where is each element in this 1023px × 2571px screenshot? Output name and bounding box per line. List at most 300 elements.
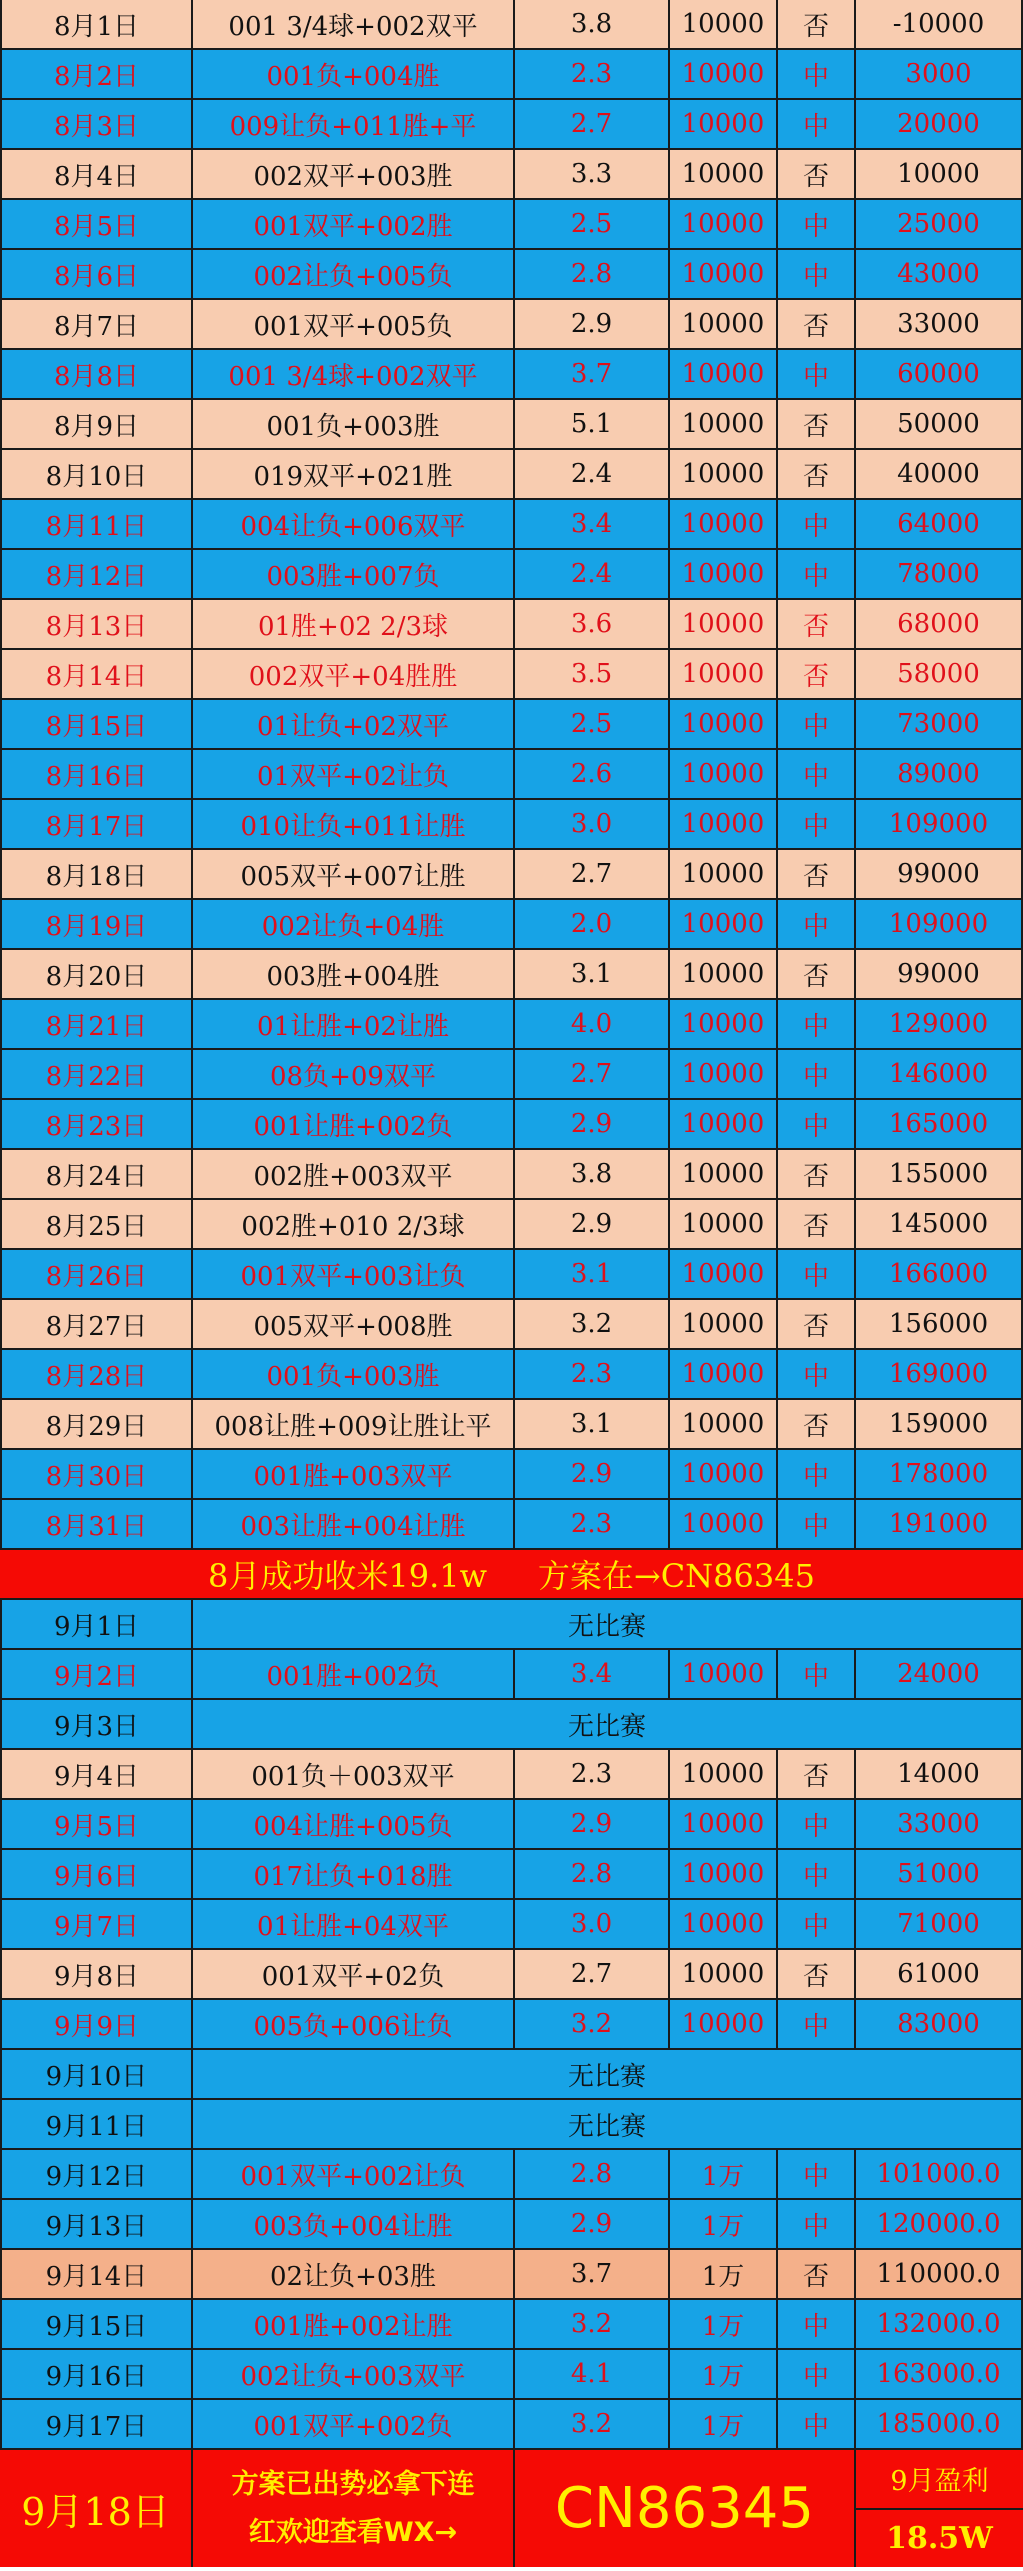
total-cell: 14000 xyxy=(856,1750,1023,1800)
stake-cell: 1万 xyxy=(670,2350,778,2400)
combo-cell: 001双平+003让负 xyxy=(193,1250,515,1300)
date-cell: 8月5日 xyxy=(0,200,193,250)
result-cell: 否 xyxy=(778,1950,856,2000)
stake-cell: 10000 xyxy=(670,250,778,300)
odds-cell: 2.9 xyxy=(515,1450,670,1500)
combo-cell: 01让胜+02让胜 xyxy=(193,1000,515,1050)
total-cell: 163000.0 xyxy=(856,2350,1023,2400)
total-cell: 61000 xyxy=(856,1950,1023,2000)
stake-cell: 10000 xyxy=(670,800,778,850)
result-cell: 中 xyxy=(778,1350,856,1400)
date-cell: 8月4日 xyxy=(0,150,193,200)
stake-cell: 10000 xyxy=(670,1150,778,1200)
table-row xyxy=(0,1750,1023,1800)
date-cell: 8月8日 xyxy=(0,350,193,400)
result-cell: 中 xyxy=(778,1800,856,1850)
stake-cell: 10000 xyxy=(670,1900,778,1950)
date-cell: 8月26日 xyxy=(0,1250,193,1300)
odds-cell: 2.7 xyxy=(515,100,670,150)
odds-cell: 2.7 xyxy=(515,1050,670,1100)
date-cell: 8月2日 xyxy=(0,50,193,100)
stake-cell: 10000 xyxy=(670,1800,778,1850)
result-cell: 否 xyxy=(778,150,856,200)
stake-cell: 10000 xyxy=(670,400,778,450)
total-cell: 71000 xyxy=(856,1900,1023,1950)
result-cell: 中 xyxy=(778,700,856,750)
combo-cell: 001双平+02负 xyxy=(193,1950,515,2000)
combo-cell: 001双平+005负 xyxy=(193,300,515,350)
combo-cell: 003胜+007负 xyxy=(193,550,515,600)
result-cell: 否 xyxy=(778,1750,856,1800)
date-cell: 8月9日 xyxy=(0,400,193,450)
combo-cell: 01胜+02 2/3球 xyxy=(193,600,515,650)
result-cell: 中 xyxy=(778,1500,856,1550)
stake-cell: 10000 xyxy=(670,0,778,50)
table-row xyxy=(0,0,1023,50)
total-cell: 50000 xyxy=(856,400,1023,450)
date-cell: 8月30日 xyxy=(0,1450,193,1500)
table-row xyxy=(0,950,1023,1000)
result-cell: 中 xyxy=(778,2150,856,2200)
odds-cell: 2.9 xyxy=(515,2200,670,2250)
combo-cell: 002让负+003双平 xyxy=(193,2350,515,2400)
result-cell: 中 xyxy=(778,1100,856,1150)
date-cell: 9月9日 xyxy=(0,2000,193,2050)
combo-cell: 001双平+002负 xyxy=(193,2400,515,2450)
odds-cell: 2.3 xyxy=(515,1750,670,1800)
total-cell: 60000 xyxy=(856,350,1023,400)
table-row xyxy=(0,350,1023,400)
result-cell: 否 xyxy=(778,850,856,900)
no-match-cell: 无比赛 xyxy=(193,2100,1023,2150)
table-row xyxy=(0,1150,1023,1200)
combo-cell: 001 3/4球+002双平 xyxy=(193,0,515,50)
combo-cell: 005负+006让负 xyxy=(193,2000,515,2050)
result-cell: 中 xyxy=(778,2000,856,2050)
date-cell: 8月18日 xyxy=(0,850,193,900)
table-row xyxy=(0,1800,1023,1850)
date-cell: 8月12日 xyxy=(0,550,193,600)
combo-cell: 005双平+007让胜 xyxy=(193,850,515,900)
footer-profit xyxy=(856,2450,1023,2567)
odds-cell: 3.8 xyxy=(515,0,670,50)
date-cell: 9月14日 xyxy=(0,2250,193,2300)
total-cell: 25000 xyxy=(856,200,1023,250)
table-row xyxy=(0,1900,1023,1950)
combo-cell: 001双平+002让负 xyxy=(193,2150,515,2200)
combo-cell: 009让负+011胜+平 xyxy=(193,100,515,150)
total-cell: 185000.0 xyxy=(856,2400,1023,2450)
combo-cell: 010让负+011让胜 xyxy=(193,800,515,850)
stake-cell: 10000 xyxy=(670,1950,778,2000)
total-cell: 73000 xyxy=(856,700,1023,750)
stake-cell: 10000 xyxy=(670,450,778,500)
odds-cell: 2.8 xyxy=(515,2150,670,2200)
september-rows xyxy=(0,1600,1023,2450)
stake-cell: 10000 xyxy=(670,750,778,800)
date-cell: 8月1日 xyxy=(0,0,193,50)
odds-cell: 3.7 xyxy=(515,2250,670,2300)
result-cell: 否 xyxy=(778,2250,856,2300)
stake-cell: 10000 xyxy=(670,950,778,1000)
no-match-cell: 无比赛 xyxy=(193,1600,1023,1650)
odds-cell: 3.0 xyxy=(515,1900,670,1950)
combo-cell: 008让胜+009让胜让平 xyxy=(193,1400,515,1450)
date-cell: 8月29日 xyxy=(0,1400,193,1450)
result-cell: 中 xyxy=(778,1000,856,1050)
total-cell: 191000 xyxy=(856,1500,1023,1550)
total-cell: 146000 xyxy=(856,1050,1023,1100)
stake-cell: 10000 xyxy=(670,1300,778,1350)
date-cell: 9月2日 xyxy=(0,1650,193,1700)
table-row xyxy=(0,1650,1023,1700)
table-row xyxy=(0,1300,1023,1350)
combo-cell: 001负＋003双平 xyxy=(193,1750,515,1800)
table-row xyxy=(0,750,1023,800)
combo-cell: 002胜+003双平 xyxy=(193,1150,515,1200)
result-cell: 中 xyxy=(778,500,856,550)
table-row xyxy=(0,300,1023,350)
stake-cell: 10000 xyxy=(670,350,778,400)
combo-cell: 01让负+02双平 xyxy=(193,700,515,750)
result-cell: 否 xyxy=(778,1200,856,1250)
stake-cell: 10000 xyxy=(670,50,778,100)
date-cell: 8月31日 xyxy=(0,1500,193,1550)
odds-cell: 2.3 xyxy=(515,1500,670,1550)
result-cell: 否 xyxy=(778,0,856,50)
total-cell: 20000 xyxy=(856,100,1023,150)
date-cell: 9月17日 xyxy=(0,2400,193,2450)
table-row xyxy=(0,1250,1023,1300)
result-cell: 否 xyxy=(778,400,856,450)
date-cell: 8月23日 xyxy=(0,1100,193,1150)
date-cell: 8月27日 xyxy=(0,1300,193,1350)
date-cell: 8月6日 xyxy=(0,250,193,300)
footer-slogan-line-1: 方案已出势必拿下连 xyxy=(231,2468,475,2500)
stake-cell: 10000 xyxy=(670,1450,778,1500)
odds-cell: 2.0 xyxy=(515,900,670,950)
total-cell: 132000.0 xyxy=(856,2300,1023,2350)
combo-cell: 003胜+004胜 xyxy=(193,950,515,1000)
date-cell: 8月22日 xyxy=(0,1050,193,1100)
result-cell: 中 xyxy=(778,1900,856,1950)
odds-cell: 3.1 xyxy=(515,950,670,1000)
total-cell: 68000 xyxy=(856,600,1023,650)
combo-cell: 019双平+021胜 xyxy=(193,450,515,500)
total-cell: 40000 xyxy=(856,450,1023,500)
result-cell: 否 xyxy=(778,1150,856,1200)
stake-cell: 10000 xyxy=(670,1050,778,1100)
date-cell: 9月4日 xyxy=(0,1750,193,1800)
result-cell: 否 xyxy=(778,300,856,350)
combo-cell: 001负+004胜 xyxy=(193,50,515,100)
date-cell: 8月16日 xyxy=(0,750,193,800)
total-cell: 155000 xyxy=(856,1150,1023,1200)
odds-cell: 3.6 xyxy=(515,600,670,650)
total-cell: 99000 xyxy=(856,850,1023,900)
table-row xyxy=(0,2200,1023,2250)
table-row xyxy=(0,200,1023,250)
stake-cell: 10000 xyxy=(670,900,778,950)
date-cell: 8月14日 xyxy=(0,650,193,700)
table-row xyxy=(0,1700,1023,1750)
date-cell: 8月21日 xyxy=(0,1000,193,1050)
odds-cell: 3.2 xyxy=(515,1300,670,1350)
odds-cell: 3.1 xyxy=(515,1400,670,1450)
total-cell: -10000 xyxy=(856,0,1023,50)
table-row xyxy=(0,1600,1023,1650)
total-cell: 109000 xyxy=(856,800,1023,850)
date-cell: 9月16日 xyxy=(0,2350,193,2400)
date-cell: 8月3日 xyxy=(0,100,193,150)
result-cell: 否 xyxy=(778,1400,856,1450)
total-cell: 43000 xyxy=(856,250,1023,300)
combo-cell: 002胜+010 2/3球 xyxy=(193,1200,515,1250)
table-row xyxy=(0,1350,1023,1400)
table-row xyxy=(0,2400,1023,2450)
date-cell: 9月11日 xyxy=(0,2100,193,2150)
total-cell: 24000 xyxy=(856,1650,1023,1700)
result-cell: 中 xyxy=(778,1850,856,1900)
stake-cell: 10000 xyxy=(670,550,778,600)
stake-cell: 10000 xyxy=(670,1400,778,1450)
combo-cell: 002让负+005负 xyxy=(193,250,515,300)
stake-cell: 10000 xyxy=(670,650,778,700)
result-cell: 中 xyxy=(778,900,856,950)
table-row xyxy=(0,1050,1023,1100)
odds-cell: 2.9 xyxy=(515,1200,670,1250)
date-cell: 9月6日 xyxy=(0,1850,193,1900)
combo-cell: 005双平+008胜 xyxy=(193,1300,515,1350)
stake-cell: 10000 xyxy=(670,1200,778,1250)
total-cell: 101000.0 xyxy=(856,2150,1023,2200)
stake-cell: 1万 xyxy=(670,2150,778,2200)
table-row xyxy=(0,2300,1023,2350)
stake-cell: 10000 xyxy=(670,500,778,550)
odds-cell: 2.9 xyxy=(515,1100,670,1150)
stake-cell: 10000 xyxy=(670,2000,778,2050)
table-row xyxy=(0,1400,1023,1450)
footer-date: 9月18日 xyxy=(0,2450,193,2567)
odds-cell: 2.7 xyxy=(515,1950,670,2000)
footer-slogan xyxy=(193,2450,515,2567)
date-cell: 9月5日 xyxy=(0,1800,193,1850)
stake-cell: 10000 xyxy=(670,100,778,150)
total-cell: 169000 xyxy=(856,1350,1023,1400)
date-cell: 8月19日 xyxy=(0,900,193,950)
odds-cell: 3.2 xyxy=(515,2300,670,2350)
result-cell: 否 xyxy=(778,650,856,700)
combo-cell: 003让胜+004让胜 xyxy=(193,1500,515,1550)
total-cell: 109000 xyxy=(856,900,1023,950)
table-row xyxy=(0,1100,1023,1150)
total-cell: 64000 xyxy=(856,500,1023,550)
footer-profit-label: 9月盈利 xyxy=(856,2450,1023,2510)
combo-cell: 002让负+04胜 xyxy=(193,900,515,950)
table-row xyxy=(0,2250,1023,2300)
stake-cell: 10000 xyxy=(670,1350,778,1400)
combo-cell: 017让负+018胜 xyxy=(193,1850,515,1900)
date-cell: 9月12日 xyxy=(0,2150,193,2200)
result-cell: 中 xyxy=(778,2350,856,2400)
total-cell: 159000 xyxy=(856,1400,1023,1450)
result-cell: 中 xyxy=(778,100,856,150)
table-row xyxy=(0,650,1023,700)
total-cell: 3000 xyxy=(856,50,1023,100)
total-cell: 78000 xyxy=(856,550,1023,600)
odds-cell: 2.8 xyxy=(515,250,670,300)
odds-cell: 3.8 xyxy=(515,1150,670,1200)
stake-cell: 10000 xyxy=(670,1650,778,1700)
result-cell: 中 xyxy=(778,200,856,250)
date-cell: 8月7日 xyxy=(0,300,193,350)
total-cell: 178000 xyxy=(856,1450,1023,1500)
stake-cell: 1万 xyxy=(670,2200,778,2250)
odds-cell: 5.1 xyxy=(515,400,670,450)
combo-cell: 001胜+003双平 xyxy=(193,1450,515,1500)
stake-cell: 10000 xyxy=(670,1500,778,1550)
result-cell: 中 xyxy=(778,1650,856,1700)
combo-cell: 004让胜+005负 xyxy=(193,1800,515,1850)
combo-cell: 002双平+003胜 xyxy=(193,150,515,200)
result-cell: 否 xyxy=(778,600,856,650)
total-cell: 10000 xyxy=(856,150,1023,200)
combo-cell: 004让负+006双平 xyxy=(193,500,515,550)
combo-cell: 01双平+02让负 xyxy=(193,750,515,800)
result-cell: 中 xyxy=(778,250,856,300)
total-cell: 156000 xyxy=(856,1300,1023,1350)
table-row xyxy=(0,550,1023,600)
combo-cell: 001 3/4球+002双平 xyxy=(193,350,515,400)
combo-cell: 02让负+03胜 xyxy=(193,2250,515,2300)
stake-cell: 10000 xyxy=(670,850,778,900)
date-cell: 8月24日 xyxy=(0,1150,193,1200)
odds-cell: 3.2 xyxy=(515,2000,670,2050)
stake-cell: 1万 xyxy=(670,2400,778,2450)
date-cell: 9月15日 xyxy=(0,2300,193,2350)
result-cell: 中 xyxy=(778,1450,856,1500)
combo-cell: 003负+004让胜 xyxy=(193,2200,515,2250)
date-cell: 8月28日 xyxy=(0,1350,193,1400)
odds-cell: 3.2 xyxy=(515,2400,670,2450)
result-cell: 中 xyxy=(778,800,856,850)
date-cell: 8月20日 xyxy=(0,950,193,1000)
odds-cell: 2.5 xyxy=(515,700,670,750)
date-cell: 8月15日 xyxy=(0,700,193,750)
table-row xyxy=(0,400,1023,450)
result-cell: 中 xyxy=(778,550,856,600)
result-cell: 否 xyxy=(778,950,856,1000)
table-row xyxy=(0,1450,1023,1500)
stake-cell: 10000 xyxy=(670,200,778,250)
odds-cell: 2.7 xyxy=(515,850,670,900)
result-cell: 中 xyxy=(778,750,856,800)
total-cell: 99000 xyxy=(856,950,1023,1000)
total-cell: 33000 xyxy=(856,1800,1023,1850)
table-row xyxy=(0,1000,1023,1050)
no-match-cell: 无比赛 xyxy=(193,2050,1023,2100)
stake-cell: 10000 xyxy=(670,1000,778,1050)
table-row xyxy=(0,2100,1023,2150)
stake-cell: 10000 xyxy=(670,300,778,350)
stake-cell: 10000 xyxy=(670,600,778,650)
table-row xyxy=(0,1200,1023,1250)
table-row xyxy=(0,900,1023,950)
total-cell: 129000 xyxy=(856,1000,1023,1050)
total-cell: 83000 xyxy=(856,2000,1023,2050)
odds-cell: 2.6 xyxy=(515,750,670,800)
total-cell: 33000 xyxy=(856,300,1023,350)
combo-cell: 001让胜+002负 xyxy=(193,1100,515,1150)
table-row xyxy=(0,450,1023,500)
odds-cell: 3.0 xyxy=(515,800,670,850)
combo-cell: 001负+003胜 xyxy=(193,400,515,450)
date-cell: 8月13日 xyxy=(0,600,193,650)
table-row xyxy=(0,600,1023,650)
date-cell: 8月11日 xyxy=(0,500,193,550)
combo-cell: 001胜+002负 xyxy=(193,1650,515,1700)
odds-cell: 2.3 xyxy=(515,1350,670,1400)
table-row xyxy=(0,1850,1023,1900)
table-row xyxy=(0,50,1023,100)
odds-cell: 2.9 xyxy=(515,300,670,350)
table-row xyxy=(0,800,1023,850)
odds-cell: 2.4 xyxy=(515,550,670,600)
result-cell: 中 xyxy=(778,2300,856,2350)
odds-cell: 2.5 xyxy=(515,200,670,250)
total-cell: 89000 xyxy=(856,750,1023,800)
stake-cell: 10000 xyxy=(670,1250,778,1300)
stake-cell: 10000 xyxy=(670,1750,778,1800)
stake-cell: 10000 xyxy=(670,1100,778,1150)
total-cell: 166000 xyxy=(856,1250,1023,1300)
table-row xyxy=(0,250,1023,300)
table-row xyxy=(0,2150,1023,2200)
total-cell: 120000.0 xyxy=(856,2200,1023,2250)
combo-cell: 001双平+002胜 xyxy=(193,200,515,250)
table-row xyxy=(0,700,1023,750)
combo-cell: 08负+09双平 xyxy=(193,1050,515,1100)
stake-cell: 1万 xyxy=(670,2300,778,2350)
stake-cell: 10000 xyxy=(670,1850,778,1900)
date-cell: 9月8日 xyxy=(0,1950,193,2000)
result-cell: 中 xyxy=(778,2400,856,2450)
odds-cell: 3.7 xyxy=(515,350,670,400)
result-cell: 否 xyxy=(778,1300,856,1350)
result-cell: 中 xyxy=(778,350,856,400)
combo-cell: 001负+003胜 xyxy=(193,1350,515,1400)
stake-cell: 1万 xyxy=(670,2250,778,2300)
table-row xyxy=(0,850,1023,900)
result-cell: 否 xyxy=(778,450,856,500)
date-cell: 9月13日 xyxy=(0,2200,193,2250)
table-row xyxy=(0,1950,1023,2000)
august-summary-banner: 8月成功收米19.1w 方案在→CN86345 xyxy=(0,1550,1023,1600)
table-row xyxy=(0,150,1023,200)
no-match-cell: 无比赛 xyxy=(193,1700,1023,1750)
combo-cell: 001胜+002让胜 xyxy=(193,2300,515,2350)
odds-cell: 3.4 xyxy=(515,500,670,550)
total-cell: 58000 xyxy=(856,650,1023,700)
table-row xyxy=(0,100,1023,150)
footer-slogan-line-2: 红欢迎查看WX→ xyxy=(248,2516,458,2548)
table-row xyxy=(0,2000,1023,2050)
table-row xyxy=(0,500,1023,550)
date-cell: 8月10日 xyxy=(0,450,193,500)
result-cell: 中 xyxy=(778,1250,856,1300)
date-cell: 8月25日 xyxy=(0,1200,193,1250)
total-cell: 145000 xyxy=(856,1200,1023,1250)
